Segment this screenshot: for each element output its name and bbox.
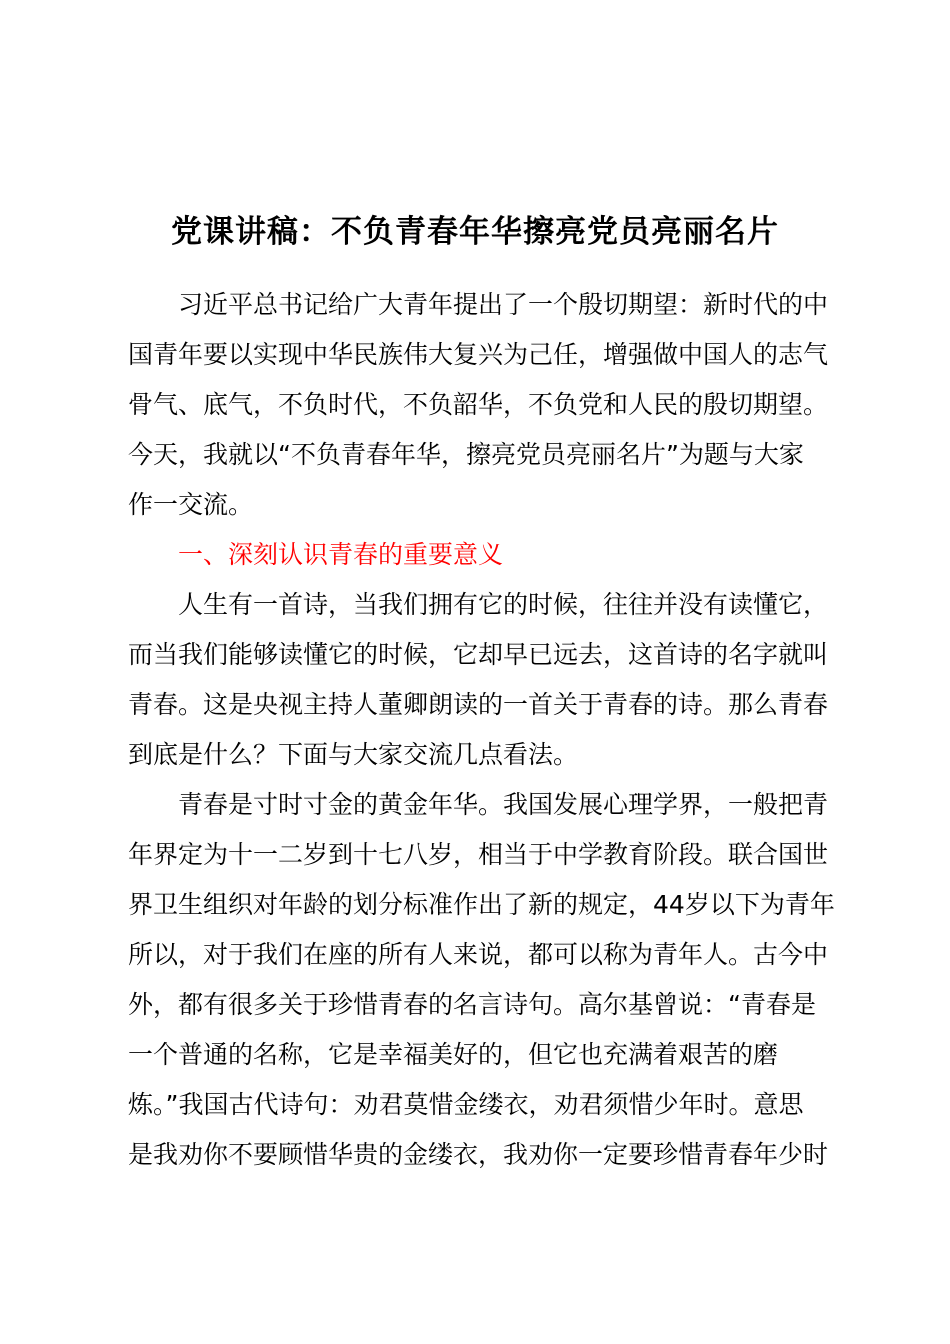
paragraph-line: 一个普通的名称，它是幸福美好的，但它也充满着艰苦的磨 [128,1040,779,1069]
paragraph-line: 习近平总书记给广大青年提出了一个殷切期望：新时代的中 [128,290,829,319]
paragraph-line: 青春是寸时寸金的黄金年华。我国发展心理学界，一般把青 [128,790,829,819]
body-text [128,280,848,1180]
paragraph-line: 炼。”我国古代诗句：劝君莫惜金缕衣，劝君须惜少年时。意思 [128,1090,804,1119]
paragraph-line: 所以，对于我们在座的所有人来说，都可以称为青年人。古今中 [128,940,829,969]
paragraph-line: 青春。这是央视主持人董卿朗读的一首关于青春的诗。那么青春 [128,690,829,719]
paragraph-line: 作一交流。 [128,490,254,519]
paragraph-line: 外，都有很多关于珍惜青春的名言诗句。高尔基曾说：“青春是 [128,990,816,1019]
document-title: 党课讲稿：不负青春年华擦亮党员亮丽名片 [171,214,779,250]
paragraph-line: 界卫生组织对年龄的划分标准作出了新的规定，44岁以下为青年 [128,890,835,919]
paragraph-line: 人生有一首诗，当我们拥有它的时候，往往并没有读懂它， [128,590,829,619]
paragraph-line: 到底是什么？下面与大家交流几点看法。 [128,740,579,769]
section-heading: 一、深刻认识青春的重要意义 [128,540,504,569]
paragraph-line: 国青年要以实现中华民族伟大复兴为己任，增强做中国人的志气 [128,340,829,369]
paragraph-line: 年界定为十一二岁到十七八岁，相当于中学教育阶段。联合国世 [128,840,829,869]
paragraph-line: 是我劝你不要顾惜华贵的金缕衣，我劝你一定要珍惜青春年少时 [128,1140,829,1169]
paragraph-line: 而当我们能够读懂它的时候，它却早已远去，这首诗的名字就叫 [128,640,829,669]
paragraph-line: 今天，我就以“不负青春年华，擦亮党员亮丽名片”为题与大家 [128,440,804,469]
paragraph-line: 骨气、底气，不负时代，不负韶华，不负党和人民的殷切期望。 [128,390,829,419]
